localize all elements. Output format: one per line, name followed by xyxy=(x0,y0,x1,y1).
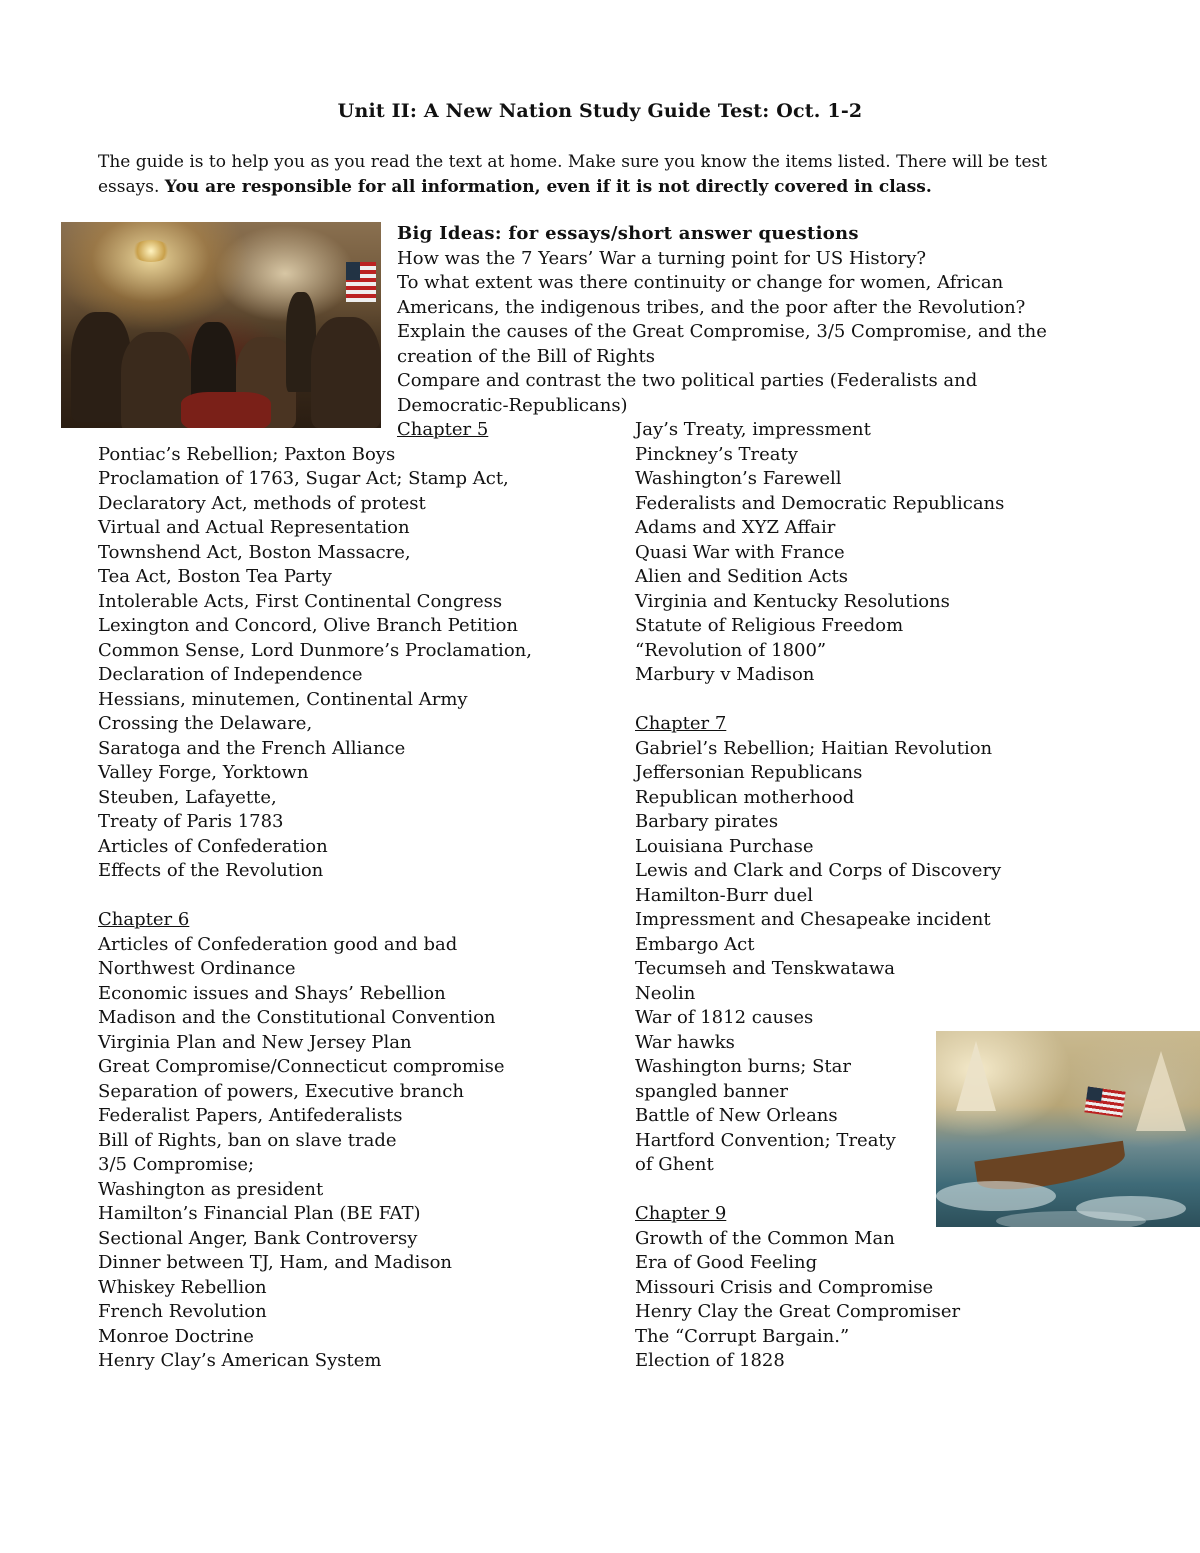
list-item: Hamilton’s Financial Plan (BE FAT) xyxy=(98,1203,421,1224)
list-item: Adams and XYZ Affair xyxy=(635,517,836,538)
intro-text: The guide is to help you as you read the text at home. Make sure you know the items listed. There will be test essays. xyxy=(98,152,1048,197)
list-item: Virginia and Kentucky Resolutions xyxy=(635,590,950,612)
list-item: Henry Clay the Great Compromiser xyxy=(635,1301,961,1322)
list-item: 3/5 Compromise; xyxy=(98,1154,255,1175)
chapter-7-list xyxy=(635,737,1035,1178)
list-item: Declaration of Independence xyxy=(98,664,363,685)
list-item: Tea Act, Boston Tea Party xyxy=(98,566,332,587)
list-item: Impressment and Chesapeake incident xyxy=(635,909,991,930)
list-item: Jeffersonian Republicans xyxy=(635,762,863,783)
list-item: Barbary pirates xyxy=(635,811,779,832)
list-item: Sectional Anger, Bank Controversy xyxy=(98,1227,418,1249)
chapter-9-list xyxy=(635,1227,1035,1374)
list-item: Separation of powers, Executive branch xyxy=(98,1080,464,1102)
list-item: spangled banner xyxy=(635,1080,788,1102)
list-item: Northwest Ordinance xyxy=(98,958,296,979)
chapter-5-list xyxy=(98,443,618,884)
list-item: Federalist Papers, Antifederalists xyxy=(98,1105,403,1126)
list-item: Dinner between TJ, Ham, and Madison xyxy=(98,1252,453,1273)
list-item: The “Corrupt Bargain.” xyxy=(635,1325,850,1347)
list-item: Articles of Confederation good and bad xyxy=(98,933,458,955)
list-item: Intolerable Acts, First Continental Congress xyxy=(98,590,503,612)
list-item: Marbury v Madison xyxy=(635,664,815,685)
list-item: Quasi War with France xyxy=(635,541,845,563)
big-ideas-line: Democratic-Republicans) xyxy=(397,394,628,416)
list-item: Townshend Act, Boston Massacre, xyxy=(98,541,411,563)
list-item: Madison and the Constitutional Convention xyxy=(98,1007,496,1028)
list-item: Henry Clay’s American System xyxy=(98,1350,382,1371)
list-item: Crossing the Delaware, xyxy=(98,713,313,734)
list-item: Hamilton-Burr duel xyxy=(635,884,814,906)
intro-bold-text: You are responsible for all information, even if it is not directly covered in class. xyxy=(164,176,932,197)
list-item: Alien and Sedition Acts xyxy=(635,566,849,587)
intro-paragraph xyxy=(98,150,1068,199)
list-item: Washington as president xyxy=(98,1178,324,1200)
list-item: Pontiac’s Rebellion; Paxton Boys xyxy=(98,443,396,465)
list-item: Treaty of Paris 1783 xyxy=(98,811,284,832)
list-item: Whiskey Rebellion xyxy=(98,1276,267,1298)
list-item: Statute of Religious Freedom xyxy=(635,615,904,636)
list-item: Bill of Rights, ban on slave trade xyxy=(98,1129,397,1151)
list-item: Virginia Plan and New Jersey Plan xyxy=(98,1031,412,1053)
list-item: Common Sense, Lord Dunmore’s Proclamation, xyxy=(98,639,532,661)
chapter-6-heading: Chapter 6 xyxy=(98,909,190,930)
big-ideas-line: creation of the Bill of Rights xyxy=(397,345,655,367)
list-item: Great Compromise/Connecticut compromise xyxy=(98,1056,505,1077)
list-item: French Revolution xyxy=(98,1301,267,1322)
list-item: Republican motherhood xyxy=(635,786,855,808)
big-ideas-line: Compare and contrast the two political parties (Federalists and xyxy=(397,370,978,391)
list-item: Virtual and Actual Representation xyxy=(98,517,410,538)
list-item: Declaratory Act, methods of protest xyxy=(98,492,426,514)
list-item: War hawks xyxy=(635,1031,735,1053)
big-ideas-line: Explain the causes of the Great Compromise, 3/5 Compromise, and the xyxy=(397,321,1047,342)
list-item: Tecumseh and Tenskwatawa xyxy=(635,958,896,979)
list-item: Lewis and Clark and Corps of Discovery xyxy=(635,860,1002,881)
chapter-7-heading: Chapter 7 xyxy=(635,713,727,734)
list-item: Missouri Crisis and Compromise xyxy=(635,1276,934,1298)
big-ideas-line: To what extent was there continuity or change for women, African xyxy=(397,272,1004,293)
list-item: Jay’s Treaty, impressment xyxy=(635,419,871,440)
left-column xyxy=(98,418,618,1374)
list-item: Valley Forge, Yorktown xyxy=(98,762,309,783)
chapter-5-heading: Chapter 5 xyxy=(397,419,489,440)
list-item: Washington’s Farewell xyxy=(635,468,842,489)
list-item: Articles of Confederation xyxy=(98,835,328,857)
list-item: Pinckney’s Treaty xyxy=(635,443,798,465)
list-item: Federalists and Democratic Republicans xyxy=(635,492,1005,514)
list-item: Hartford Convention; Treaty xyxy=(635,1129,896,1151)
list-item: Era of Good Feeling xyxy=(635,1252,818,1273)
list-item: Washington burns; Star xyxy=(635,1056,851,1077)
chapter-9-heading: Chapter 9 xyxy=(635,1203,727,1224)
list-item: Proclamation of 1763, Sugar Act; Stamp Act, xyxy=(98,468,509,489)
list-item: Neolin xyxy=(635,982,696,1004)
list-item: Gabriel’s Rebellion; Haitian Revolution xyxy=(635,737,993,759)
chapter-6-continued-list xyxy=(635,418,1035,688)
list-item: Growth of the Common Man xyxy=(635,1227,895,1249)
list-item: Lexington and Concord, Olive Branch Petition xyxy=(98,615,519,636)
list-item: Hessians, minutemen, Continental Army xyxy=(98,688,468,710)
big-ideas-section xyxy=(397,222,1097,418)
list-item: Steuben, Lafayette, xyxy=(98,786,277,808)
page-title: Unit II: A New Nation Study Guide Test: Oct. 1-2 xyxy=(337,100,863,122)
big-ideas-heading: Big Ideas: for essays/short answer questions xyxy=(397,223,859,244)
list-item: Effects of the Revolution xyxy=(98,860,324,881)
constitution-signing-painting xyxy=(61,222,381,428)
list-item: Louisiana Purchase xyxy=(635,835,814,857)
list-item: of Ghent xyxy=(635,1154,714,1175)
list-item: Monroe Doctrine xyxy=(98,1325,254,1347)
big-ideas-line: How was the 7 Years’ War a turning point for US History? xyxy=(397,247,927,269)
list-item: War of 1812 causes xyxy=(635,1007,814,1028)
list-item: Battle of New Orleans xyxy=(635,1105,838,1126)
big-ideas-line: Americans, the indigenous tribes, and the poor after the Revolution? xyxy=(397,296,1026,318)
chapter-6-list xyxy=(98,933,618,1374)
list-item: “Revolution of 1800” xyxy=(635,639,827,661)
list-item: Saratoga and the French Alliance xyxy=(98,737,406,759)
list-item: Embargo Act xyxy=(635,933,755,955)
right-column xyxy=(635,418,1035,1374)
list-item: Economic issues and Shays’ Rebellion xyxy=(98,982,446,1004)
list-item: Election of 1828 xyxy=(635,1350,785,1371)
